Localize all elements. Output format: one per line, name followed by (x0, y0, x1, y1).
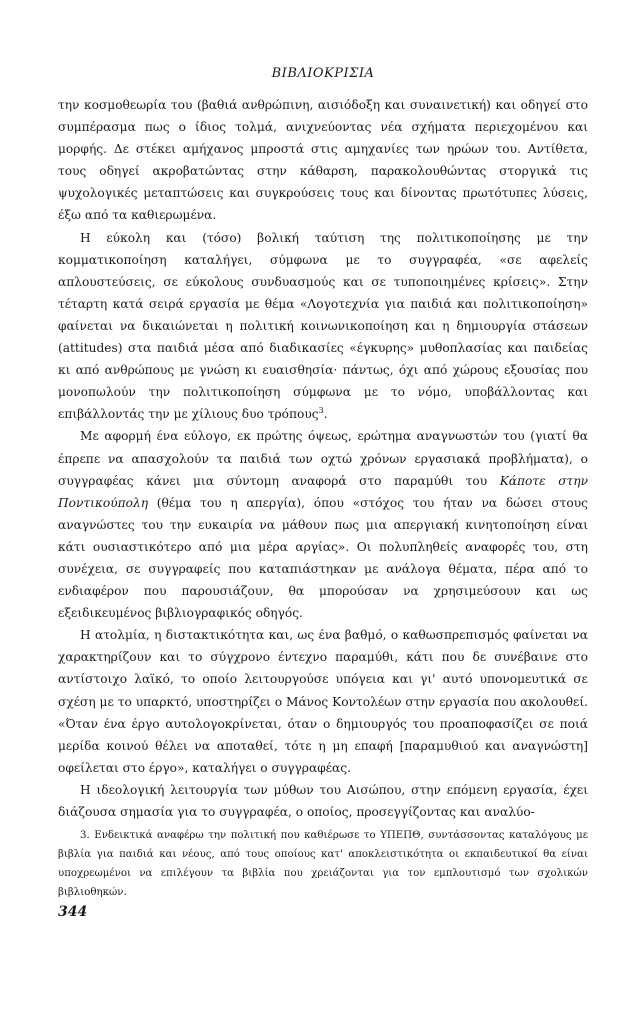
paragraph-5: Η ιδεολογική λειτουργία των μύθων του Αισώπου, στην επόμενη εργασία, έχει διάζουσα σημασία για το συγγραφέα, ο οποίος, προσεγγίζοντας και αναλύο- (58, 782, 588, 819)
paragraph-3 (58, 425, 588, 624)
footnote (58, 826, 588, 902)
footnote-text: 3. Ενδεικτικά αναφέρω την πολιτική που καθιέρωσε το ΥΠΕΠΘ, συντάσσοντας καταλόγους με βιβλία για παιδιά και νέους, από τους οποίους κατ' αποκλειστικότητα οι εκπαιδευτικοί θα είναι υποχρεωμένοι να επιλέγουν τα βιβλία που χρειάζονται για τον εμπλουτισμό των σχολικών βιβλιοθηκών. (58, 830, 588, 898)
running-header: ΒΙΒΛΙΟΚΡΙΣΙΑ (271, 66, 375, 81)
paragraph-2-end: . (323, 407, 328, 422)
paragraph-4: Η ατολμία, η διστακτικότητα και, ως ένα βαθμό, ο καθωσπρεπισμός φαίνεται να χαρακτηρίζουν και το σύγχρονο έντεχνο παραμύθι, κάτι που δε συνέβαινε στο αντίστοιχο λαϊκό, το οποίο λειτουργούσε υπόγεια και γι' αυτό υπονομευτικά σε σχέση με το υπαρκτό, υποστηρίζει ο Μάνος Κοντολέων στην εργασία που ακολουθεί. «Όταν ένα έργο αυτολογοκρίνεται, όταν ο δημιουργός του προαποφασίζει σε ποιά μερίδα κοινού θέλει να αποταθεί, τότε η μη επαφή [παραμυθιού και αναγνώστη] οφείλεται στο έργο», καταλήγει ο συγγραφέας. (58, 628, 588, 775)
page-number: 344 (58, 904, 88, 920)
paragraph-1: την κοσμοθεωρία του (βαθιά ανθρώπινη, αισιόδοξη και συναινετική) και οδηγεί στο συμπέρασμα πως ο ίδιος τολμά, ανιχνεύοντας νέα σχήματα περιεχομένου και μορφής. Δε στέκει αμήχανος μπροστά στις αμηχανίες των ηρώων του. Αντίθετα, τους οδηγεί ακροβατώντας στην κάθαρση, παρακολουθώντας στοργικά τις ψυχολογικές μεταπτώσεις και συγκρούσεις τους και δίνοντας πρωτότυπες λύσεις, έξω από τα καθιερωμένα. (58, 98, 588, 223)
paragraph-2 (58, 227, 588, 426)
body-text (58, 94, 588, 823)
paragraph-3-text-b: (θέμα του η απεργία), όπου «στόχος του ήταν να δώσει στους αναγνώστες του την ευκαιρία να μάθουν πως μια απεργιακή κινητοποίηση είναι κάτι ουσιαστικότερο από μια μέρα αργίας». Οι πολυπληθείς αναφορές του, στη συνέχεια, σε συγγραφείς που καταπιάστηκαν με ανάλογα θέματα, πέρα από το ενδιαφέρον που παρουσιάζουν, θα μπορούσαν να χρησιμεύσουν και ως εξειδικευμένος βιβλιογραφικός οδηγός. (58, 495, 588, 621)
book-title: Κάποτε στην Ποντικούπολη (58, 473, 588, 510)
document-page (58, 0, 588, 1024)
paragraph-2-text: Η εύκολη και (τόσο) βολική ταύτιση της πολιτικοποίησης με την κομματικοποίηση καταλήγει, σύμφωνα με το συγγραφέα, «σε αφελείς απλουστεύσεις, σε εύκολους συνδυασμούς και σε τυποποιημένες κρίσεις». Στην τέταρτη κατά σειρά εργασία με θέμα «Λογοτεχνία για παιδιά και πολιτικοποίηση» φαίνεται να δικαιώνεται η πολιτική κοινωνικοποίηση και η δημιουργία στάσεων (attitudes) στα παιδιά μέσα από διαδικασίες «έγκυρης» μυθοπλασίας και παιδείας κι από ανθρώπους με γνώση κι ευαισθησία· πάντως, όχι από χώρους εξουσίας που μονοπωλούν την πολιτικοποίηση σύμφωνα με το νόμο, υποβάλλοντας και επιβάλλοντάς την με χίλιους δυο τρόπους (58, 230, 588, 422)
paragraph-3-text-a: Με αφορμή ένα εύλογο, εκ πρώτης όψεως, ερώτημα αναγνωστών του (γιατί θα έπρεπε να απασχολούν τα παιδιά των οχτώ χρόνων εργασιακά προβλήματα), ο συγγραφέας κάνει μια σύντομη αναφορά στο παραμύθι του (58, 429, 588, 488)
footnote-reference[interactable]: 3 (318, 406, 324, 416)
